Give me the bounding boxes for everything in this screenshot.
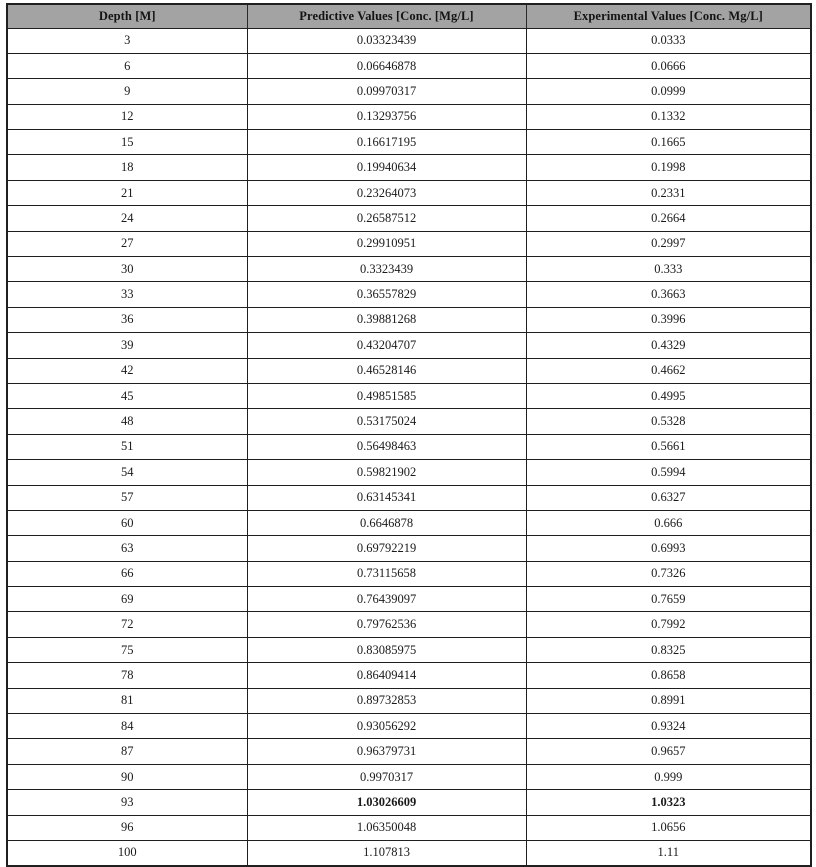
table-row xyxy=(7,485,811,510)
cell-depth: 66 xyxy=(7,561,247,586)
cell-predictive-value: 0.26587512 xyxy=(247,206,526,231)
table-row xyxy=(7,739,811,764)
cell-depth: 69 xyxy=(7,587,247,612)
cell-depth: 18 xyxy=(7,155,247,180)
cell-depth: 3 xyxy=(7,28,247,53)
table-row xyxy=(7,206,811,231)
cell-predictive-value: 0.63145341 xyxy=(247,485,526,510)
cell-experimental-value: 0.5661 xyxy=(526,434,811,459)
cell-predictive-value: 0.86409414 xyxy=(247,663,526,688)
cell-predictive-value: 0.36557829 xyxy=(247,282,526,307)
cell-predictive-value: 0.9970317 xyxy=(247,764,526,789)
cell-experimental-value: 0.7659 xyxy=(526,587,811,612)
cell-depth: 75 xyxy=(7,637,247,662)
table-row xyxy=(7,257,811,282)
cell-predictive-value: 1.03026609 xyxy=(247,790,526,815)
cell-predictive-value: 0.46528146 xyxy=(247,358,526,383)
cell-experimental-value: 0.333 xyxy=(526,257,811,282)
depth-concentration-table xyxy=(6,3,812,867)
cell-predictive-value: 0.53175024 xyxy=(247,409,526,434)
cell-predictive-value: 0.59821902 xyxy=(247,460,526,485)
cell-predictive-value: 0.09970317 xyxy=(247,79,526,104)
column-header-depth: Depth [M] xyxy=(7,4,247,28)
cell-experimental-value: 0.2664 xyxy=(526,206,811,231)
cell-experimental-value: 0.2997 xyxy=(526,231,811,256)
cell-predictive-value: 0.3323439 xyxy=(247,257,526,282)
column-header-experimental: Experimental Values [Conc. Mg/L] xyxy=(526,4,811,28)
cell-depth: 36 xyxy=(7,307,247,332)
table-row xyxy=(7,307,811,332)
cell-experimental-value: 1.0656 xyxy=(526,815,811,840)
cell-depth: 12 xyxy=(7,104,247,129)
cell-experimental-value: 1.11 xyxy=(526,841,811,866)
cell-experimental-value: 0.4995 xyxy=(526,383,811,408)
table-row xyxy=(7,815,811,840)
table-row xyxy=(7,587,811,612)
cell-depth: 51 xyxy=(7,434,247,459)
cell-experimental-value: 0.0666 xyxy=(526,53,811,78)
table-row xyxy=(7,510,811,535)
cell-experimental-value: 0.4329 xyxy=(526,333,811,358)
cell-depth: 57 xyxy=(7,485,247,510)
table-row xyxy=(7,333,811,358)
cell-depth: 72 xyxy=(7,612,247,637)
table-row xyxy=(7,53,811,78)
table-row xyxy=(7,790,811,815)
table-row xyxy=(7,231,811,256)
cell-predictive-value: 0.56498463 xyxy=(247,434,526,459)
table-row xyxy=(7,764,811,789)
table-row xyxy=(7,637,811,662)
cell-experimental-value: 0.8325 xyxy=(526,637,811,662)
cell-experimental-value: 0.1998 xyxy=(526,155,811,180)
cell-depth: 9 xyxy=(7,79,247,104)
table-row xyxy=(7,841,811,866)
cell-predictive-value: 0.96379731 xyxy=(247,739,526,764)
table-row xyxy=(7,383,811,408)
cell-experimental-value: 0.5328 xyxy=(526,409,811,434)
cell-experimental-value: 0.3996 xyxy=(526,307,811,332)
cell-depth: 90 xyxy=(7,764,247,789)
cell-predictive-value: 0.16617195 xyxy=(247,130,526,155)
cell-experimental-value: 0.9657 xyxy=(526,739,811,764)
cell-depth: 39 xyxy=(7,333,247,358)
cell-experimental-value: 0.2331 xyxy=(526,180,811,205)
cell-experimental-value: 0.4662 xyxy=(526,358,811,383)
cell-depth: 21 xyxy=(7,180,247,205)
table-row xyxy=(7,714,811,739)
table-row xyxy=(7,180,811,205)
cell-predictive-value: 0.39881268 xyxy=(247,307,526,332)
cell-predictive-value: 0.79762536 xyxy=(247,612,526,637)
cell-predictive-value: 0.6646878 xyxy=(247,510,526,535)
table-row xyxy=(7,282,811,307)
cell-experimental-value: 0.7326 xyxy=(526,561,811,586)
cell-experimental-value: 0.666 xyxy=(526,510,811,535)
cell-depth: 45 xyxy=(7,383,247,408)
cell-depth: 54 xyxy=(7,460,247,485)
cell-predictive-value: 0.89732853 xyxy=(247,688,526,713)
table-row xyxy=(7,460,811,485)
cell-predictive-value: 0.19940634 xyxy=(247,155,526,180)
cell-depth: 84 xyxy=(7,714,247,739)
cell-experimental-value: 0.8658 xyxy=(526,663,811,688)
table-row xyxy=(7,688,811,713)
cell-depth: 27 xyxy=(7,231,247,256)
cell-experimental-value: 0.6993 xyxy=(526,536,811,561)
cell-depth: 78 xyxy=(7,663,247,688)
cell-depth: 15 xyxy=(7,130,247,155)
cell-depth: 48 xyxy=(7,409,247,434)
cell-predictive-value: 0.69792219 xyxy=(247,536,526,561)
cell-depth: 87 xyxy=(7,739,247,764)
cell-experimental-value: 0.3663 xyxy=(526,282,811,307)
cell-depth: 60 xyxy=(7,510,247,535)
column-header-predictive: Predictive Values [Conc. [Mg/L] xyxy=(247,4,526,28)
cell-experimental-value: 0.0999 xyxy=(526,79,811,104)
cell-depth: 81 xyxy=(7,688,247,713)
cell-predictive-value: 1.06350048 xyxy=(247,815,526,840)
table-header-row xyxy=(7,4,811,28)
table-body xyxy=(7,28,811,866)
cell-experimental-value: 0.7992 xyxy=(526,612,811,637)
cell-experimental-value: 0.8991 xyxy=(526,688,811,713)
cell-depth: 30 xyxy=(7,257,247,282)
cell-predictive-value: 0.93056292 xyxy=(247,714,526,739)
cell-predictive-value: 0.03323439 xyxy=(247,28,526,53)
cell-depth: 96 xyxy=(7,815,247,840)
cell-depth: 24 xyxy=(7,206,247,231)
table-row xyxy=(7,409,811,434)
table-row xyxy=(7,612,811,637)
cell-experimental-value: 0.999 xyxy=(526,764,811,789)
cell-predictive-value: 0.13293756 xyxy=(247,104,526,129)
cell-depth: 6 xyxy=(7,53,247,78)
cell-depth: 42 xyxy=(7,358,247,383)
cell-experimental-value: 0.9324 xyxy=(526,714,811,739)
cell-predictive-value: 0.29910951 xyxy=(247,231,526,256)
cell-experimental-value: 0.1665 xyxy=(526,130,811,155)
table-row xyxy=(7,536,811,561)
cell-predictive-value: 1.107813 xyxy=(247,841,526,866)
cell-experimental-value: 0.0333 xyxy=(526,28,811,53)
table-row xyxy=(7,561,811,586)
table-row xyxy=(7,79,811,104)
table-row xyxy=(7,130,811,155)
table-row xyxy=(7,434,811,459)
cell-depth: 33 xyxy=(7,282,247,307)
table-row xyxy=(7,663,811,688)
table-row xyxy=(7,104,811,129)
cell-depth: 100 xyxy=(7,841,247,866)
cell-predictive-value: 0.73115658 xyxy=(247,561,526,586)
table-row xyxy=(7,28,811,53)
cell-depth: 63 xyxy=(7,536,247,561)
cell-predictive-value: 0.83085975 xyxy=(247,637,526,662)
cell-experimental-value: 0.6327 xyxy=(526,485,811,510)
cell-experimental-value: 0.5994 xyxy=(526,460,811,485)
cell-predictive-value: 0.43204707 xyxy=(247,333,526,358)
cell-predictive-value: 0.23264073 xyxy=(247,180,526,205)
cell-predictive-value: 0.76439097 xyxy=(247,587,526,612)
cell-experimental-value: 0.1332 xyxy=(526,104,811,129)
table-row xyxy=(7,155,811,180)
table-header xyxy=(7,4,811,28)
cell-predictive-value: 0.06646878 xyxy=(247,53,526,78)
cell-predictive-value: 0.49851585 xyxy=(247,383,526,408)
cell-depth: 93 xyxy=(7,790,247,815)
cell-experimental-value: 1.0323 xyxy=(526,790,811,815)
table-row xyxy=(7,358,811,383)
